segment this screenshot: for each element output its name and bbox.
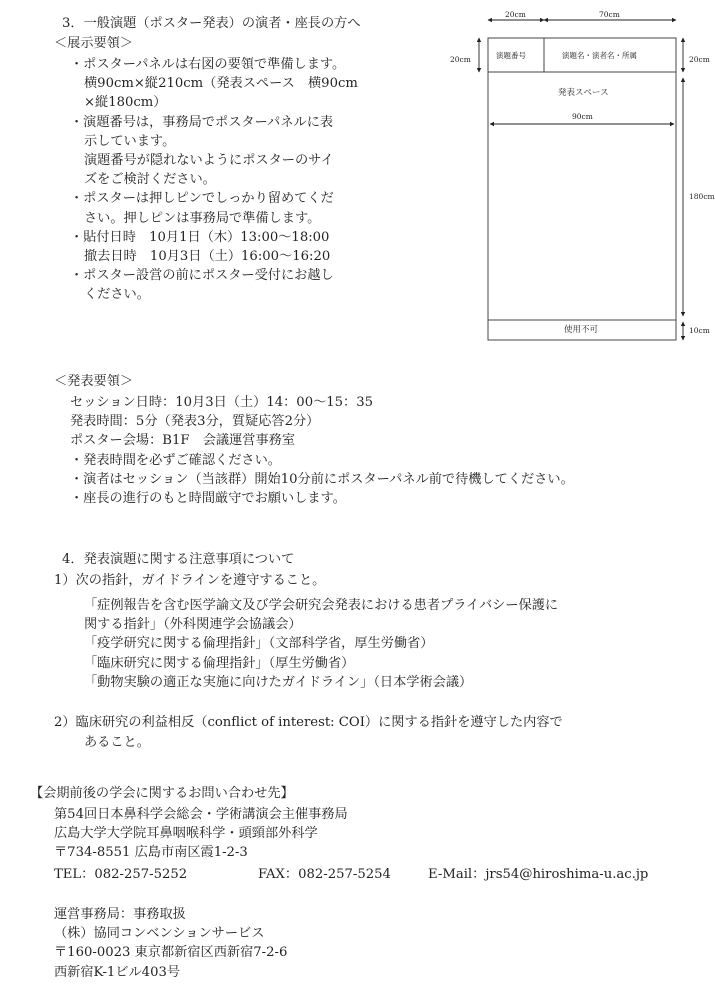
poster-venue: ポスター会場：B1F 会議運営事務室 (70, 433, 296, 449)
dim-right-top: 20cm (689, 55, 710, 64)
guideline-list (84, 596, 558, 692)
display-item-line: 横90cm×縦210cm（発表スペース 横90cm (84, 76, 358, 92)
space-width: 90cm (572, 112, 593, 121)
guideline-line: 「臨床研究に関する倫理指針」（厚生労働省） (84, 655, 355, 671)
display-item-2 (70, 113, 358, 190)
session-datetime: セッション日時：10月3日（土）14：00～15：35 (70, 395, 374, 410)
cell-title: 演題名・演者名・所属 (562, 51, 637, 60)
display-item-line: 撤去日時 10月3日（土）16:00～16:20 (84, 248, 331, 264)
presentation-bullet: ・発表時間を必ずご確認ください。 (70, 452, 281, 468)
display-item-line: ・貼付日時 10月1日（木）13:00～18:00 (70, 229, 330, 245)
display-item-4 (70, 228, 358, 266)
item-text: 次の指針，ガイドラインを遵守すること。 (75, 573, 326, 588)
office-line: 〒160-0023 東京都新宿区西新宿7-2-6 (54, 945, 288, 961)
guideline-line: 「症例報告を含む医学論文及び学会研究会発表における患者プライバシー保護に (84, 598, 559, 613)
contact-block (54, 805, 348, 863)
contact-line: 〒734-8551 広島市南区霞1-2-3 (54, 845, 248, 861)
presentation-info (70, 393, 574, 508)
contact-line: 第54回日本鼻科学会総会・学術講演会主催事務局 (54, 807, 348, 822)
presentation-bullet: ・座長の進行のもと時間厳守でお願いします。 (70, 490, 346, 506)
unusable-area-label: 使用不可 (564, 325, 599, 335)
presentation-time: 発表時間：5分（発表3分，質疑応答2分） (70, 414, 320, 430)
section4-heading: 4．発表演題に関する注意事項について (62, 552, 295, 567)
display-item-line: ・ポスターパネルは右図の要領で準備します。 (70, 57, 346, 72)
office-line: 運営事務局：事務取扱 (54, 907, 186, 922)
display-item-line: ください。 (84, 287, 150, 303)
item-marker: 1） (54, 573, 76, 588)
dim-right-bottom: 10cm (689, 326, 710, 335)
display-item-line: ズをご検討ください。 (84, 172, 216, 188)
guideline-line: 関する指針」（外科関連学会協議会） (84, 617, 302, 633)
presentation-guidelines-title: ＜発表要領＞ (54, 374, 134, 389)
section3-heading: 3．一般演題（ポスター発表）の演者・座長の方へ (62, 16, 361, 31)
item-text: 臨床研究の利益相反（conflict of interest: COI）に関する指針を遵守した内容で (75, 715, 563, 730)
space-label: 発表スペース (558, 88, 609, 98)
display-guidelines-list (70, 55, 358, 304)
office-line: （株）協同コンベンションサービス (54, 926, 265, 942)
contact-line: 広島大学大学院耳鼻咽喉科学・頭頸部外科学 (54, 826, 318, 842)
display-item-line: 示しています。 (84, 133, 176, 149)
display-item-1 (70, 55, 358, 113)
section4-item-2 (54, 713, 563, 732)
dim-top-left: 20cm (505, 10, 526, 19)
cell-number: 演題番号 (496, 51, 526, 60)
office-line: 西新宿K-1ビル403号 (54, 964, 181, 980)
display-item-line: ・演題番号は，事務局でポスターパネルに表 (70, 114, 334, 130)
display-item-line: ×縦180cm） (84, 95, 167, 111)
dim-left-height: 20cm (450, 55, 471, 64)
guideline-line: 「疫学研究に関する倫理指針」（文部科学省，厚生労働省） (84, 636, 434, 652)
poster-panel-diagram (440, 0, 715, 345)
display-item-line: ・ポスター設営の前にポスター受付にお越し (70, 268, 334, 284)
display-item-line: ・ポスターは押しピンでしっかり留めてくだ (70, 191, 334, 207)
display-item-line: さい。押しピンは事務局で準備します。 (84, 210, 321, 226)
section4-item-2-cont: あること。 (84, 735, 150, 750)
office-block (54, 905, 287, 982)
contact-email: E-Mail：jrs54@hiroshima-u.ac.jp (428, 867, 649, 882)
dim-top-right: 70cm (599, 10, 620, 19)
section4-item-1 (54, 571, 325, 590)
contact-title: 【会期前後の学会に関するお問い合わせ先】 (30, 786, 294, 801)
dim-right-middle: 180cm (689, 192, 715, 201)
display-item-3 (70, 189, 358, 227)
contact-tel: TEL：082-257-5252 (54, 867, 188, 882)
display-guidelines-title: ＜展示要領＞ (54, 36, 134, 51)
item-marker: 2） (54, 715, 76, 730)
display-item-line: 演題番号が隠れないようにポスターのサイ (84, 152, 334, 168)
display-item-5 (70, 266, 358, 304)
contact-fax: FAX：082-257-5254 (258, 867, 391, 882)
guideline-line: 「動物実験の適正な実施に向けたガイドライン」（日本学術会議） (84, 674, 473, 690)
presentation-bullet: ・演者はセッション（当該群）開始10分前にポスターパネル前で待機してください。 (70, 471, 574, 487)
